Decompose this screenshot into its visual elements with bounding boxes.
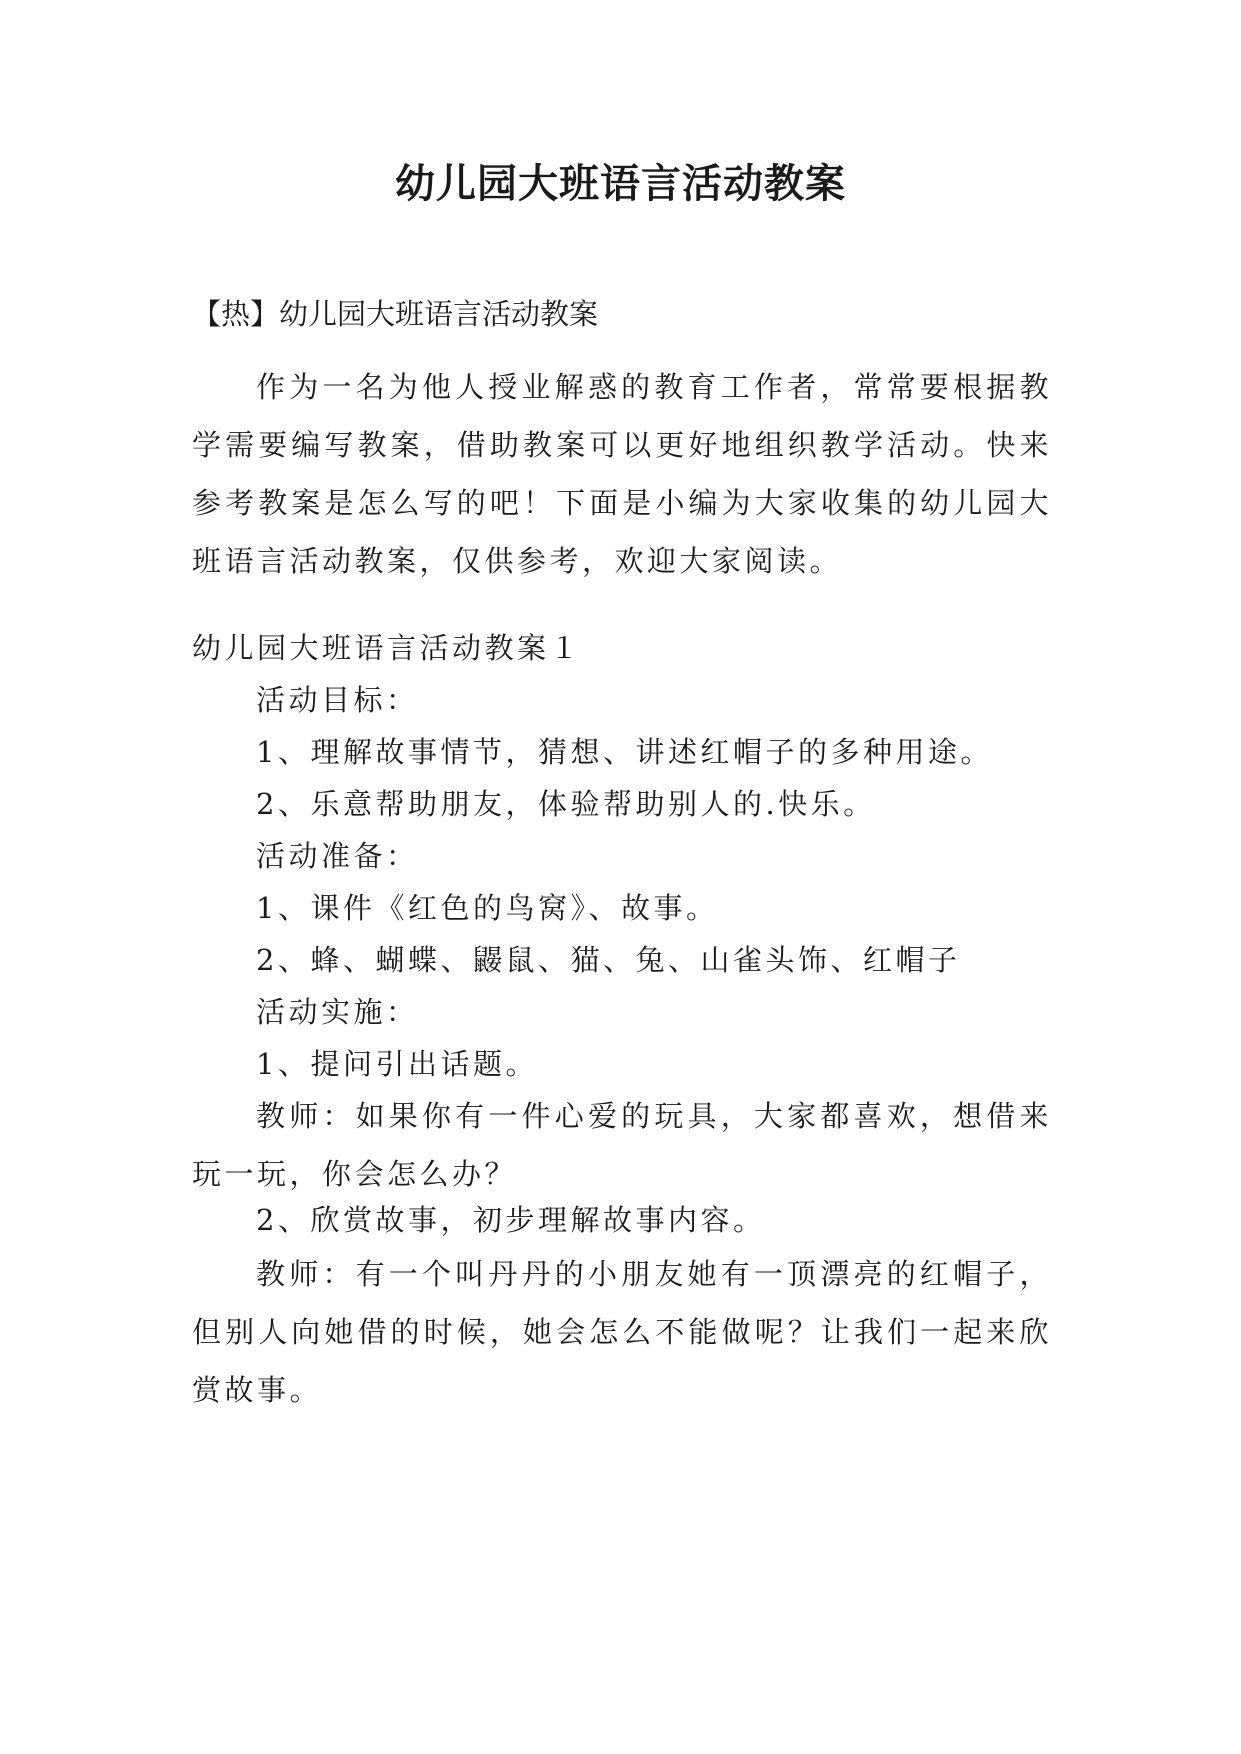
section-heading: 幼儿园大班语言活动教案１ (192, 631, 583, 665)
prep-heading: 活动准备： (256, 839, 419, 873)
goal-item-2: 2、乐意帮助朋友，体验帮助别人的.快乐。 (256, 787, 876, 821)
teacher-question-2: 教师：有一个叫丹丹的小朋友她有一顶漂亮的红帽子，但别人向她借的时候，她会怎么不能做呢？让我们一起来欣赏故事。 (192, 1257, 1052, 1407)
prep-item-2: 2、蜂、蝴蝶、鼹鼠、猫、兔、山雀头饰、红帽子 (256, 943, 961, 977)
goal-item-1: 1、理解故事情节，猜想、讲述红帽子的多种用途。 (256, 735, 993, 769)
impl-heading: 活动实施： (256, 995, 419, 1029)
impl-item-2: 2、欣赏故事，初步理解故事内容。 (256, 1203, 766, 1237)
prep-item-1: 1、课件《红色的鸟窝》、故事。 (256, 891, 719, 925)
teacher-question-1: 教师：如果你有一件心爱的玩具，大家都喜欢，想借来玩一玩，你会怎么办？ (192, 1099, 1052, 1191)
intro-paragraph: 作为一名为他人授业解惑的教育工作者，常常要根据教学需要编写教案，借助教案可以更好地组织教学活动。快来参考教案是怎么写的吧！下面是小编为大家收集的幼儿园大班语言活动教案，仅供参考，欢迎大家阅读。 (192, 370, 1052, 578)
document-title: 幼儿园大班语言活动教案 (395, 160, 846, 207)
goals-heading: 活动目标： (256, 683, 419, 717)
impl-item-1: 1、提问引出话题。 (256, 1047, 538, 1081)
document-subtitle: 【热】幼儿园大班语言活动教案 (192, 297, 599, 331)
